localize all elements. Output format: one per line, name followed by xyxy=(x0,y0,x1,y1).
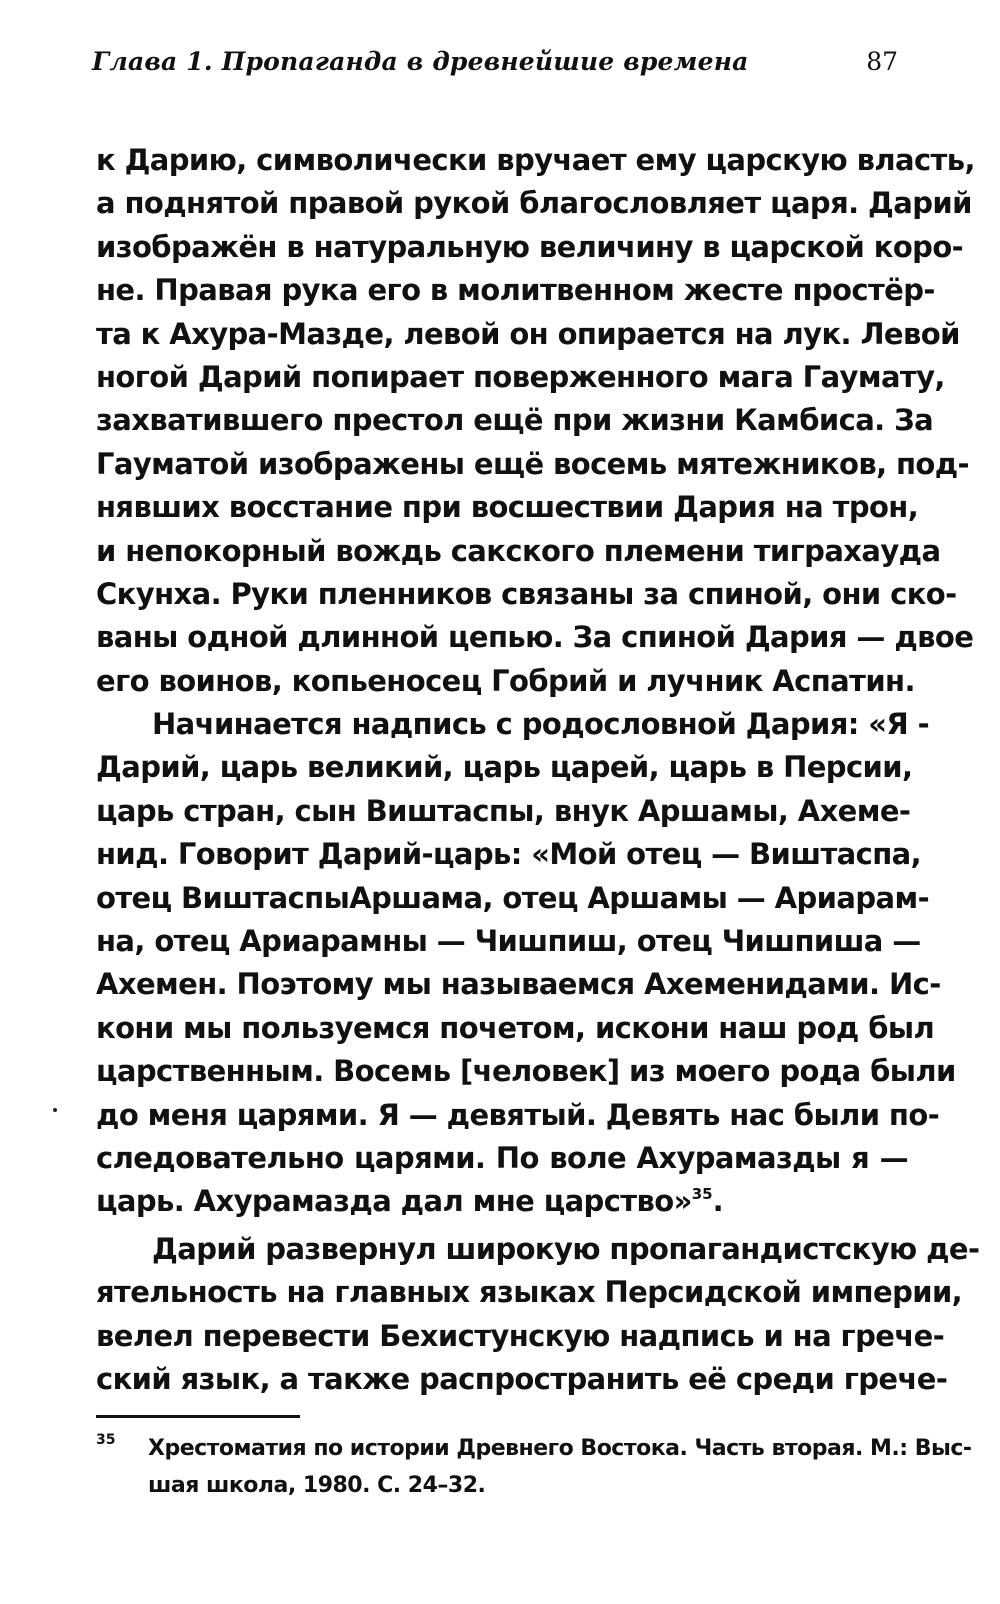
text-line: царственным. Восемь [человек] из моего рода были xyxy=(96,1054,956,1089)
text-line: нявших восстание при восшествии Дария на трон, xyxy=(96,490,919,525)
text-line: захватившего престол ещё при жизни Камбиса. За xyxy=(96,403,934,438)
text-line: Скунха. Руки пленников связаны за спиной, они ско- xyxy=(96,576,957,611)
body-text xyxy=(96,139,980,1401)
text-line: следовательно царями. По воле Ахурамазды я — xyxy=(96,1140,908,1175)
text-line: Дарий развернул широкую пропагандистскую де- xyxy=(152,1231,980,1266)
text-line: Ахемен. Поэтому мы называемся Ахеменидами. Ис- xyxy=(96,967,941,1002)
text-line: к Дарию, символически вручает ему царскую власть, xyxy=(96,143,975,177)
footnote-reference[interactable]: 35 xyxy=(691,1185,713,1204)
page-number: 87 xyxy=(866,47,898,76)
text-line: ваны одной длинной цепью. За спиной Дария — двое xyxy=(96,620,974,655)
text-line: велел перевести Бехистунскую надпись и на грече- xyxy=(96,1318,945,1353)
text-line: та к Ахура-Мазде, левой он опирается на лук. Левой xyxy=(96,316,960,351)
footnote-divider xyxy=(96,1415,300,1418)
text-line: до меня царями. Я — девятый. Девять нас были по- xyxy=(96,1097,940,1132)
text-line: а поднятой правой рукой благословляет царя. Дарий xyxy=(96,186,972,221)
line-end-punctuation: . xyxy=(712,1184,724,1219)
footnote-line: Хрестоматия по истории Древнего Востока. Часть вторая. М.: Выс- xyxy=(148,1436,972,1461)
text-line: его воинов, копьеносец Гобрий и лучник Аспатин. xyxy=(96,663,915,698)
text-line-with-noteref xyxy=(96,1180,908,1223)
footnote xyxy=(96,1430,972,1504)
footnote-line: шая школа, 1980. С. 24–32. xyxy=(148,1473,486,1498)
text-line: кони мы пользуемся почетом, искони наш род был xyxy=(96,1010,935,1045)
chapter-running-title: Глава 1. Пропаганда в древнейшие времена xyxy=(92,47,749,76)
text-line: нид. Говорит Дарий-царь: «Мой отец — Виштаспа, xyxy=(96,837,922,872)
text-line: не. Правая рука его в молитвенном жесте простёр- xyxy=(96,273,935,308)
running-head xyxy=(92,40,898,84)
stray-print-dot xyxy=(53,1108,57,1112)
text-line: Гауматой изображены ещё восемь мятежников, под- xyxy=(96,446,969,481)
text-line: на, отец Ариарамны — Чишпиш, отец Чишпиша — xyxy=(96,924,921,959)
text-line: Дарий, царь великий, царь царей, царь в Персии, xyxy=(96,750,913,785)
text-line: царь. Ахурамазда дал мне царство» xyxy=(96,1184,692,1219)
text-line: отец ВиштаспыАршама, отец Аршамы — Ариарам- xyxy=(96,880,930,915)
text-line: Начинается надпись с родословной Дария: «Я - xyxy=(152,707,930,742)
text-line: ятельность на главных языках Персидской империи, xyxy=(96,1275,963,1310)
text-line: изображён в натуральную величину в царской коро- xyxy=(96,229,964,264)
text-line: ский язык, а также распространить её среди грече- xyxy=(96,1361,948,1396)
text-line: и непокорный вождь сакского племени тиграхауда xyxy=(96,533,941,568)
text-line: царь стран, сын Виштаспы, внук Аршамы, Ахеме- xyxy=(96,793,911,828)
text-line: ногой Дарий попирает поверженного мага Гаумату, xyxy=(96,359,945,394)
footnote-marker: 35 xyxy=(96,1432,116,1448)
